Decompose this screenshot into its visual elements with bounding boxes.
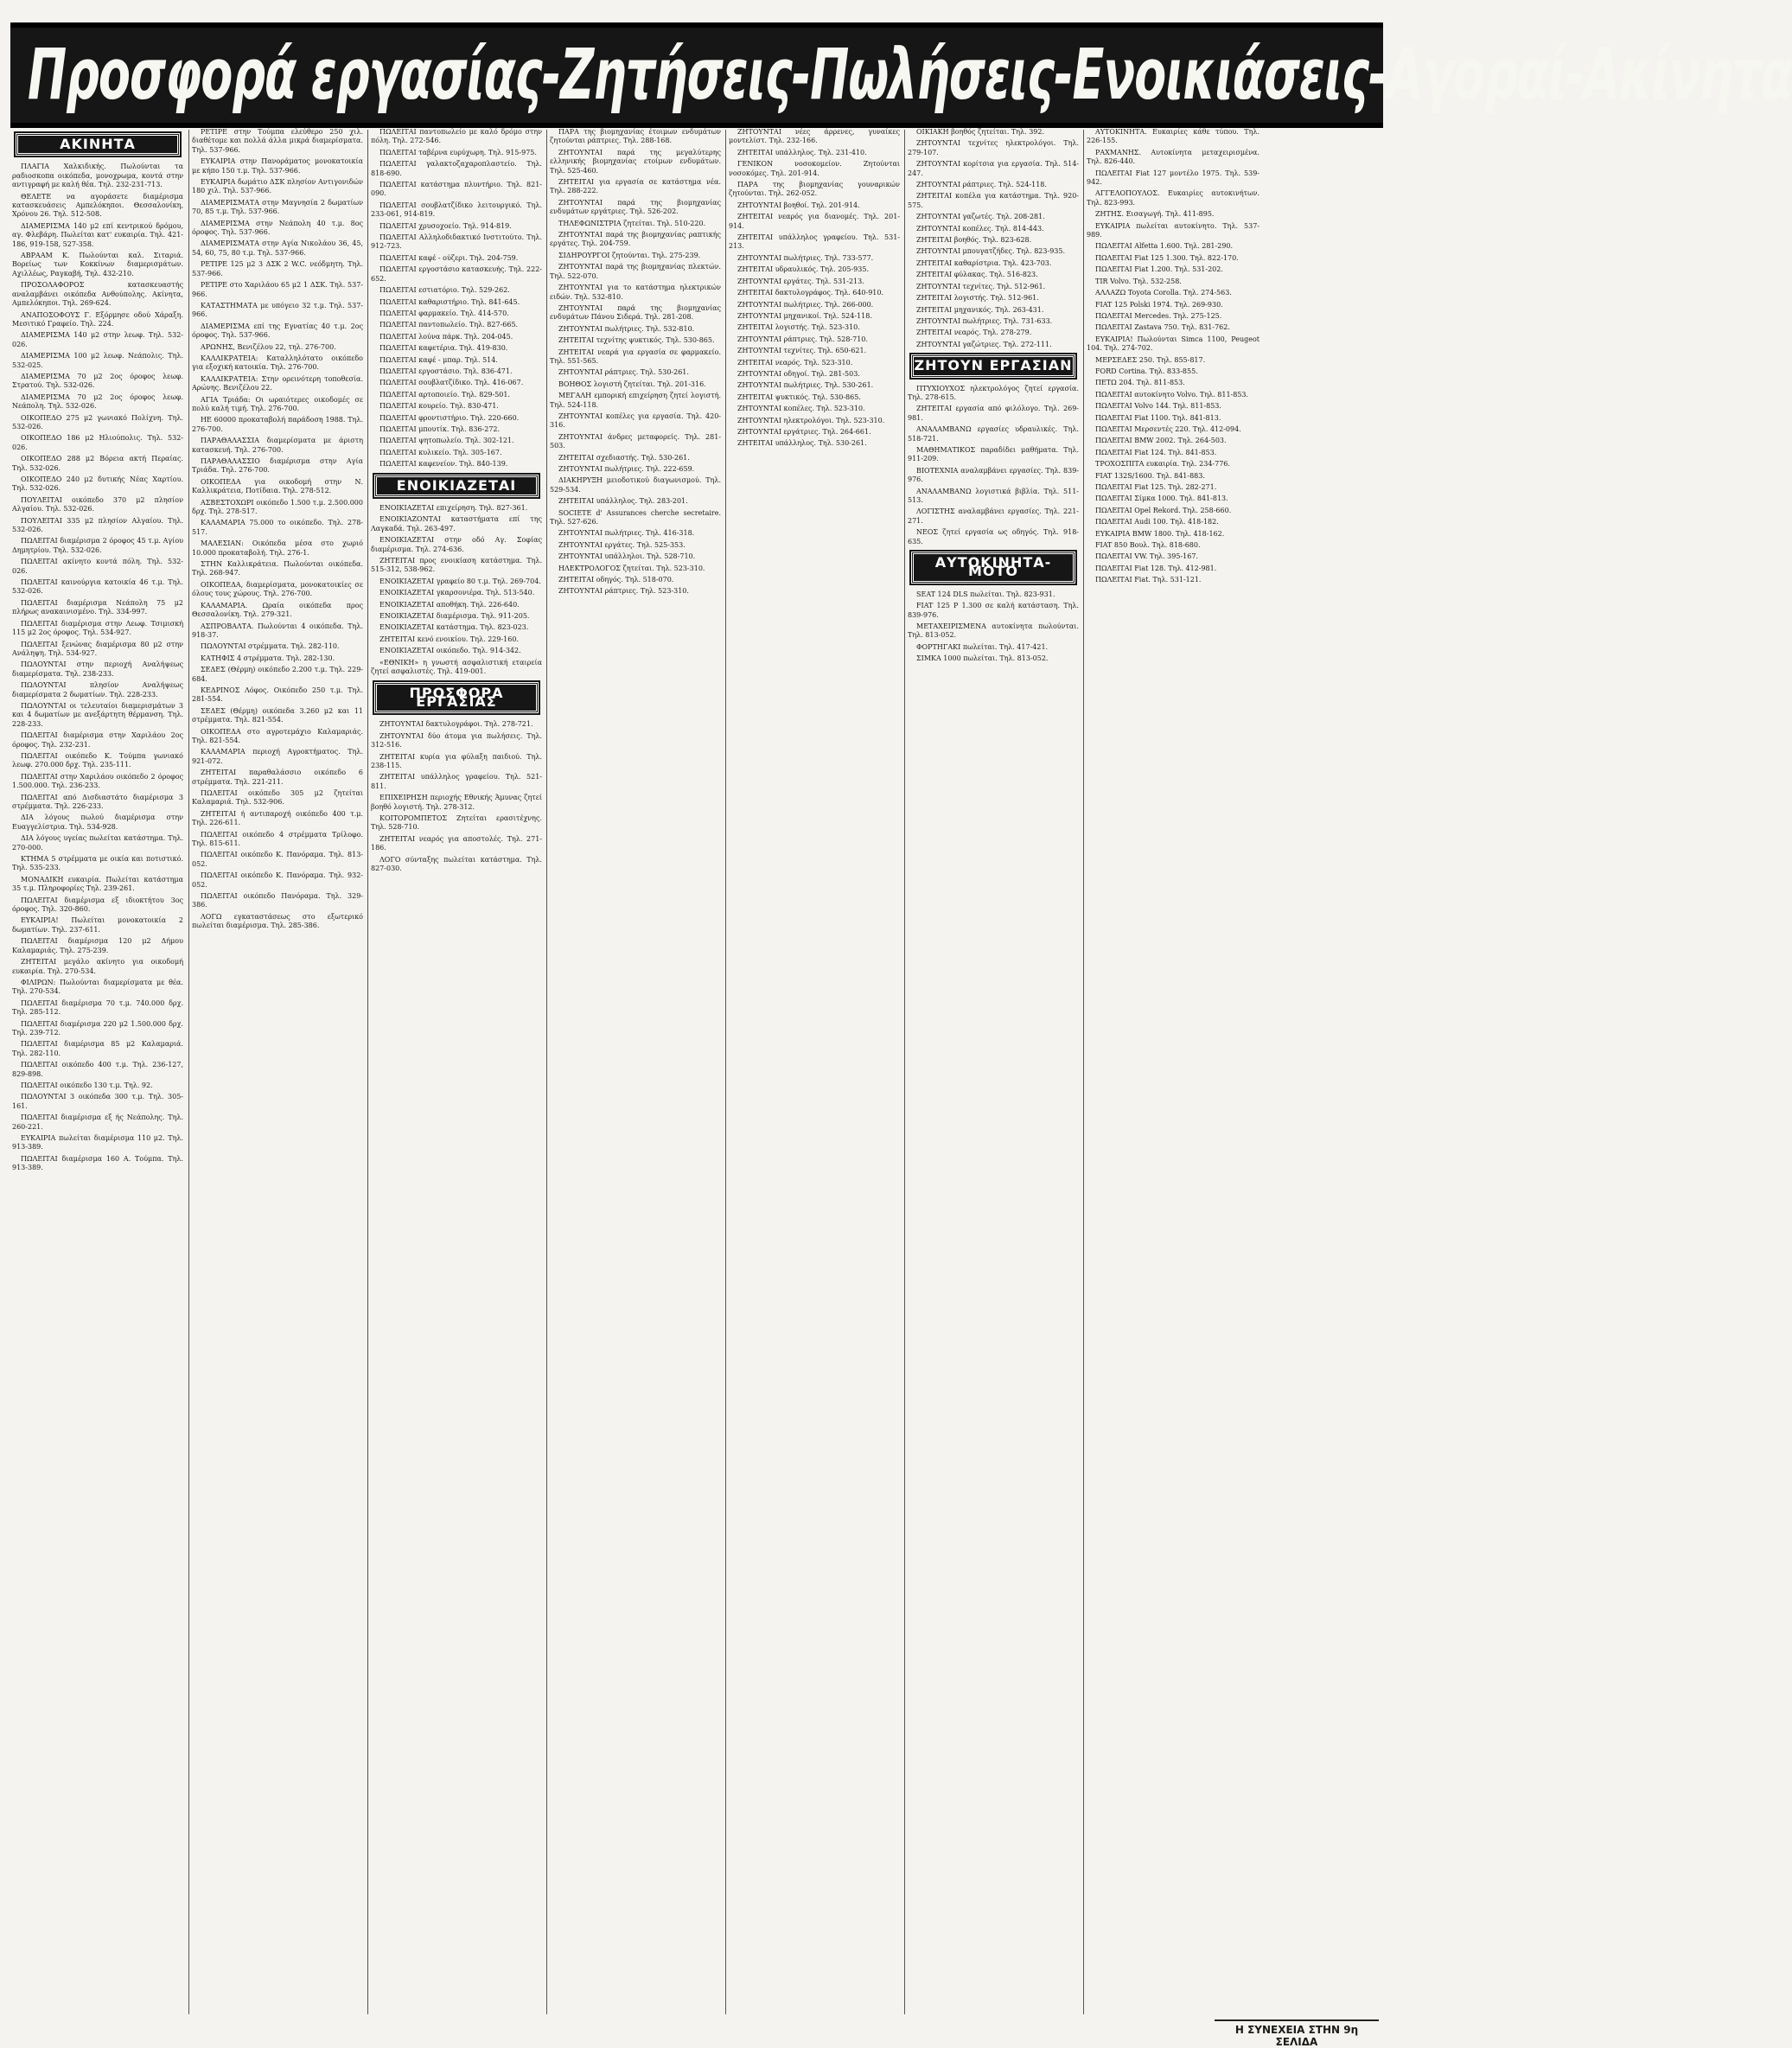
classified-ad: ΕΥΚΑΙΡΙΑ στην Πανοράματος μονοκατοικία με κήπο 150 τ.μ. Τηλ. 537-966. bbox=[192, 157, 363, 175]
classified-ad: ΜΕΓΑΛΗ εμπορική επιχείρηση ζητεί λογιστή. Τηλ. 524-118. bbox=[550, 392, 721, 409]
classified-ad: ΖΗΤΟΥΝΤΑΙ κοπέλες. Τηλ. 523-310. bbox=[737, 405, 865, 413]
classified-ad: ΕΝΟΙΚΙΑΖΕΤΑΙ κατάστημα. Τηλ. 823-023. bbox=[379, 623, 529, 632]
classified-ad: ΟΙΚΟΠΕΔΑ, διαμερίσματα, μονοκατοικίες σε όλους τους χώρους. Τηλ. 276-700. bbox=[192, 580, 363, 598]
classified-ad: ΠΑΡΑΘΑΛΑΣΣΙΟ διαμέρισμα στην Αγία Τριάδα. Τηλ. 276-700. bbox=[192, 457, 363, 475]
classified-ad: ΠΕΤΩ 204. Τηλ. 811-853. bbox=[1095, 379, 1185, 387]
ad-list bbox=[192, 128, 363, 931]
classified-ad: ΡΕΤΙΡΕ στην Τούμπα ελεύθερο 250 χιλ. διαθέτομε και πολλά άλλα μικρά διαμερίσματα. Τηλ. 537-966. bbox=[192, 128, 363, 154]
classified-ad: ΠΩΛΕΙΤΑΙ διαμέρισμα 2 όροφος 45 τ.μ. Αγίου Δημητρίου. Τηλ. 532-026. bbox=[12, 537, 183, 554]
classified-ad: ΑΡΩΝΗΣ, Βενιζέλου 22, τηλ. 276-700. bbox=[201, 342, 336, 351]
classified-ad: ΕΥΚΑΙΡΙΑ! Πωλούνται Simca 1100, Peugeot 104. Τηλ. 274-702. bbox=[1087, 335, 1260, 353]
ad-list bbox=[371, 504, 542, 677]
classified-ad: ΦΟΡΤΗΓΑΚΙ πωλείται. Τηλ. 417-421. bbox=[916, 642, 1049, 651]
column-6 bbox=[908, 128, 1079, 2030]
section-header-autokinita: ΑΥΤΟΚΙΝΗΤΑ-ΜΟΤΟ bbox=[911, 552, 1075, 584]
classified-ad: ΠΩΛΕΙΤΑΙ διαμέρισμα 160 Α. Τούμπα. Τηλ. 913-389. bbox=[12, 1154, 183, 1172]
classified-ad: ΛΟΓΟ σύνταξης πωλείται κατάστημα. Τηλ. 827-030. bbox=[371, 855, 542, 872]
classified-ad: ΠΩΛΕΙΤΑΙ σουβλατζίδικο. Τηλ. 416-067. bbox=[379, 379, 524, 387]
classified-ad: ΠΩΛΕΙΤΑΙ φροντιστήριο. Τηλ. 220-660. bbox=[379, 413, 520, 422]
classified-ad: ΡΕΤΙΡΕ 125 μ2 3 ΔΣΚ 2 W.C. νεόδμητη. Τηλ. 537-966. bbox=[192, 260, 363, 278]
classified-ad: ΠΩΛΕΙΤΑΙ οικόπεδο Κ. Πανόραμα. Τηλ. 932-052. bbox=[192, 871, 363, 889]
section-header-prosfora: ΠΡΟΣΦΟΡΑ ΕΡΓΑΣΙΑΣ bbox=[374, 682, 539, 714]
classified-ad: ΑΒΡΑΑΜ Κ. Πωλούνται καλ. Σιταριά. Βορείως των Κοκκίνων διαμερισμάτων. Αχιλλέως, Ραγκαβή, Τηλ. 432-210. bbox=[12, 252, 183, 278]
classified-ad: ΜΕΡΣΕΔΕΣ 250. Τηλ. 855-817. bbox=[1095, 355, 1206, 364]
classified-ad: ΚΑΛΑΜΑΡΙΑ περιοχή Αγροκτήματος. Τηλ. 921-072. bbox=[192, 748, 363, 765]
classified-ad: ΚΑΛΑΜΑΡΙΑ. Ωραία οικόπεδα προς Θεσσαλονίκη. Τηλ. 279-321. bbox=[192, 601, 363, 619]
ad-list bbox=[550, 128, 721, 597]
classified-ad: ΛΟΓΙΣΤΗΣ αναλαμβάνει εργασίες. Τηλ. 221-271. bbox=[908, 507, 1079, 525]
classified-ad: ΠΩΛΕΙΤΑΙ ξενώνας διαμέρισμα 80 μ2 στην Ανάληψη. Τηλ. 534-927. bbox=[12, 640, 183, 657]
classified-ad: ΠΩΛΟΥΝΤΑΙ 3 οικόπεδα 300 τ.μ. Τηλ. 305-161. bbox=[12, 1093, 183, 1110]
classified-ad: ΑΝΑΛΑΜΒΑΝΩ εργασίες υδραυλικές. Τηλ. 518-721. bbox=[908, 425, 1079, 443]
ad-list bbox=[371, 128, 542, 469]
classified-ad: ΖΗΤΕΙΤΑΙ για εργασία σε κατάστημα νέα. Τηλ. 288-222. bbox=[550, 178, 721, 195]
classified-ad: ΕΝΟΙΚΙΑΖΕΤΑΙ γραφείο 80 τ.μ. Τηλ. 269-704. bbox=[379, 577, 541, 585]
column-rule bbox=[1083, 130, 1084, 2014]
classified-ad: ΠΩΛΕΙΤΑΙ οικόπεδο Κ. Τούμπα γωνιακό λεωφ. 270.000 δρχ. Τηλ. 235-111. bbox=[12, 751, 183, 769]
classified-ad: ΖΗΤΟΥΝΤΑΙ πωλήτριες. Τηλ. 731-633. bbox=[916, 316, 1053, 325]
classified-ad: ΠΟΥΛΕΙΤΑΙ οικόπεδο 370 μ2 πλησίον Αλγαίου. Τηλ. 532-026. bbox=[12, 495, 183, 514]
ad-list bbox=[908, 128, 1079, 349]
classified-ad: ΒΟΗΘΟΣ λογιστή ζητείται. Τηλ. 201-316. bbox=[558, 380, 706, 388]
classified-ad: ΠΩΛΕΙΤΑΙ διαμέρισμα 85 μ2 Καλαμαριά. Τηλ. 282-110. bbox=[12, 1040, 183, 1057]
classified-ad: ΖΗΤΟΥΝΤΑΙ ράπτριες. Τηλ. 530-261. bbox=[558, 368, 689, 377]
classified-ad: ΖΗΤΕΙΤΑΙ κενό ενοικίου. Τηλ. 229-160. bbox=[379, 635, 519, 643]
classified-ad: ΕΝΟΙΚΙΑΖΕΤΑΙ οικόπεδο. Τηλ. 914-342. bbox=[379, 647, 521, 655]
classified-ad: ΠΩΛΕΙΤΑΙ ψητοπωλείο. Τηλ. 302-121. bbox=[379, 437, 514, 445]
classified-ad: FIAT 132S/1600. Τηλ. 841-883. bbox=[1095, 471, 1205, 480]
classified-ad: ΖΗΤΕΙΤΑΙ νεαρός. Τηλ. 278-279. bbox=[916, 329, 1032, 337]
column-5 bbox=[729, 128, 900, 2030]
classified-ad: ΖΗΤΟΥΝΤΑΙ παρά της μεγαλύτερης ελληνικής βιομηχανίας ετοίμων ενδυμάτων. Τηλ. 525-460. bbox=[550, 148, 721, 175]
classified-ad: ΠΩΛΕΙΤΑΙ διαμέρισμα εξ ής Νεάπολης. Τηλ. 260-221. bbox=[12, 1113, 183, 1131]
ad-list bbox=[371, 720, 542, 873]
classified-ad: ΖΗΤΕΙΤΑΙ υπάλληλος. Τηλ. 530-261. bbox=[737, 439, 867, 448]
classified-ad: ΖΗΤΟΥΝΤΑΙ ράπτριες. Τηλ. 524-118. bbox=[916, 181, 1047, 189]
classified-ad: ΚΑΛΛΙΚΡΑΤΕΙΑ: Καταλληλότατο οικόπεδο για εξοχική κατοικία. Τηλ. 276-700. bbox=[192, 354, 363, 372]
section-header-akinita: ΑΚΙΝΗΤΑ bbox=[16, 133, 180, 156]
column-rule bbox=[725, 130, 726, 2014]
classified-ad: ΖΗΤΟΥΝΤΑΙ τεχνίτες ηλεκτρολόγοι. Τηλ. 279-107. bbox=[908, 139, 1079, 156]
classified-ad: ΚΟΙΤΟΡΟΜΠΕΤΟΣ Ζητείται ερασιτέχνης. Τηλ. 528-710. bbox=[371, 813, 542, 832]
classified-ad: ΜΕΤΑΧΕΙΡΙΣΜΕΝΑ αυτοκίνητα πωλούνται. Τηλ. 813-052. bbox=[908, 622, 1079, 640]
classified-ad: ΖΗΤΟΥΝΤΑΙ ηλεκτρολόγοι. Τηλ. 523-310. bbox=[737, 416, 885, 424]
classified-ad: ΠΩΛΕΙΤΑΙ καφενείον. Τηλ. 840-139. bbox=[379, 460, 508, 469]
classified-ad: ΕΥΚΑΙΡΙΑ BMW 1800. Τηλ. 418-162. bbox=[1095, 529, 1225, 538]
classified-ad: ΦΙΛΙΡΩΝ: Πωλούνται διαμερίσματα με θέα. Τηλ. 270-534. bbox=[12, 978, 183, 996]
classified-ad: ΔΙΑΜΕΡΙΣΜΑΤΑ στην Μαγνησία 2 δωματίων 70, 85 τ.μ. Τηλ. 537-966. bbox=[192, 198, 363, 216]
classified-ad: ΖΗΤΕΙΤΑΙ ψυκτικός. Τηλ. 530-865. bbox=[737, 392, 861, 401]
classified-ad: ΕΝΟΙΚΙΑΖΕΤΑΙ διαμέρισμα. Τηλ. 911-205. bbox=[379, 612, 530, 621]
classified-ad: ΠΩΛΕΙΤΑΙ Fiat 124. Τηλ. 841-853. bbox=[1095, 448, 1217, 456]
classified-ad: ΖΗΤΕΙΤΑΙ υπάλληλος γραφείου. Τηλ. 531-213. bbox=[729, 233, 900, 251]
classified-ad: ΖΗΤΕΙΤΑΙ κοπέλα για κατάστημα. Τηλ. 920-575. bbox=[908, 192, 1079, 209]
column-rule bbox=[904, 130, 905, 2014]
classified-ad: ΟΙΚΟΠΕΔΑ στο αγροτεμάχιο Καλαμαριάς. Τηλ. 821-554. bbox=[192, 727, 363, 744]
classified-ad: ΑΝΑΛΑΜΒΑΝΩ λογιστικά βιβλία. Τηλ. 511-513. bbox=[908, 487, 1079, 504]
classified-ad: ΠΩΛΕΙΤΑΙ διαμέρισμα στην Χαριλάου 2ος όροφος. Τηλ. 232-231. bbox=[12, 731, 183, 749]
classified-ad: ΠΩΛΕΙΤΑΙ ταβέρνα ευρύχωρη. Τηλ. 915-975. bbox=[379, 148, 537, 156]
classified-ad: ΒΙΟΤΕΧΝΙΑ αναλαμβάνει εργασίες. Τηλ. 839-976. bbox=[908, 466, 1079, 484]
classified-ad: ΣΕΔΕΣ (Θέρμη) οικόπεδο 2.200 τ.μ. Τηλ. 229-684. bbox=[192, 666, 363, 683]
classified-ad: TIR Volvo. Τηλ. 532-258. bbox=[1095, 277, 1182, 285]
classified-ad: ΖΗΤΕΙΤΑΙ υδραυλικός. Τηλ. 205-935. bbox=[737, 265, 869, 274]
classified-ad: ΤΗΛΕΦΩΝΙΣΤΡΙΑ ζητείται. Τηλ. 510-220. bbox=[558, 219, 706, 227]
classified-ad: ΔΙΑ λόγους πωλού διαμέρισμα στην Ευαγγελίστρια. Τηλ. 534-928. bbox=[12, 813, 183, 831]
classified-ad: ΖΗΤΟΥΝΤΑΙ παρά της βιομηχανίας ενδυμάτων Πάνου Σιδερά. Τηλ. 281-208. bbox=[550, 303, 721, 322]
ad-list bbox=[12, 163, 183, 1172]
classified-ad: ΖΗΤΗΣ. Εισαγωγή. Τηλ. 411-895. bbox=[1095, 210, 1215, 219]
classified-ad: ΠΩΛΕΙΤΑΙ Αλληλοδιδακτικό Ινστιτούτο. Τηλ. 912-723. bbox=[371, 233, 542, 251]
classified-ad: ΠΡΟΣΟΛΑΦΟΡΟΣ κατασκευαστής αναλαμβάνει οικόπεδα Ανθούπολης. Ακίνητα, Αμπελόκηποι. Τηλ. 269-624. bbox=[12, 281, 183, 308]
classified-ad: ΖΗΤΟΥΝΤΑΙ κοπέλες για εργασία. Τηλ. 420-316. bbox=[550, 412, 721, 430]
classified-ad: ΔΙΑΜΕΡΙΣΜΑ 140 μ2 στην λεωφ. Τηλ. 532-026. bbox=[12, 331, 183, 348]
classified-ad: ΖΗΤΕΙΤΑΙ ή αντιπαροχή οικόπεδο 400 τ.μ. Τηλ. 226-611. bbox=[192, 809, 363, 827]
classified-ad: ΑΣΠΡΟΒΑΛΤΑ. Πωλούνται 4 οικόπεδα. Τηλ. 918-37. bbox=[192, 622, 363, 639]
classified-ad: ΡΑΧΜΑΝΗΣ. Αυτοκίνητα μεταχειρισμένα. Τηλ. 826-440. bbox=[1087, 148, 1260, 166]
classified-ad: ΜΑΛΕΣΙΑΝ: Οικόπεδα μέσα στο χωριό 10.000 προκαταβολή. Τηλ. 276-1. bbox=[192, 539, 363, 557]
classified-ad: ΖΗΤΕΙΤΑΙ νεαρά για εργασία σε φαρμακείο. Τηλ. 551-565. bbox=[550, 348, 721, 365]
classified-ad: ΠΩΛΕΙΤΑΙ εργοστάσιο. Τηλ. 836-471. bbox=[379, 367, 513, 375]
classified-ad: ΖΗΤΟΥΝΤΑΙ παρά της βιομηχανίας πλεκτών. Τηλ. 522-070. bbox=[550, 263, 721, 280]
classified-ad: ΠΩΛΕΙΤΑΙ καινούργια κατοικία 46 τ.μ. Τηλ. 532-026. bbox=[12, 578, 183, 596]
classified-ad: ΠΟΥΛΕΙΤΑΙ 335 μ2 πλησίον Αλγαίου. Τηλ. 532-026. bbox=[12, 516, 183, 534]
classified-ad: ΝΕΟΣ ζητεί εργασία ως οδηγός. Τηλ. 918-635. bbox=[908, 528, 1079, 545]
classified-ad: ΖΗΤΕΙΤΑΙ λογιστής. Τηλ. 512-961. bbox=[916, 294, 1039, 303]
classified-ad: ΑΣΒΕΣΤΟΧΩΡΙ οικόπεδο 1.500 τ.μ. 2.500.000 δρχ. Τηλ. 278-517. bbox=[192, 498, 363, 516]
continued-note: Η ΣΥΝΕΧΕΙΑ ΣΤΗΝ 9η ΣΕΛΙΔΑ bbox=[1215, 2019, 1379, 2048]
classified-ad: ΖΗΤΟΥΝΤΑΙ παρά της βιομηχανίας ενδυμάτων εργάτριες. Τηλ. 526-202. bbox=[550, 198, 721, 216]
classifieds-banner bbox=[10, 22, 1792, 128]
classified-ad: ΖΗΤΟΥΝΤΑΙ υπάλληλοι. Τηλ. 528-710. bbox=[558, 552, 696, 561]
classified-ad: ΔΙΑΜΕΡΙΣΜΑΤΑ στην Αγία Νικολάου 36, 45, 54, 60, 75, 80 τ.μ. Τηλ. 537-966. bbox=[192, 239, 363, 257]
classified-ad: FIAT 125 Polski 1974. Τηλ. 269-930. bbox=[1095, 300, 1223, 309]
classified-ad: ΖΗΤΟΥΝΤΑΙ ράπτριες. Τηλ. 528-710. bbox=[737, 335, 868, 343]
classified-ad: ΕΥΚΑΙΡΙΑ δωμάτιο ΔΣΚ πλησίον Αντιγονιδών 180 χιλ. Τηλ. 537-966. bbox=[192, 178, 363, 195]
ad-list bbox=[908, 590, 1079, 664]
classified-ad: ΔΙΑΜΕΡΙΣΜΑ στην Νεάπολη 40 τ.μ. 8ος όροφος. Τηλ. 537-966. bbox=[192, 219, 363, 237]
classified-ad: ΠΩΛΕΙΤΑΙ γαλακτοζαχαροπλαστείο. Τηλ. 818-690. bbox=[371, 160, 542, 177]
classified-ad: ΤΡΟΧΟΣΠΙΤΑ ευκαιρία. Τηλ. 234-776. bbox=[1095, 460, 1230, 469]
classified-ad: ΠΩΛΕΙΤΑΙ εργοστάσιο κατασκευής. Τηλ. 222-652. bbox=[371, 265, 542, 283]
classified-ad: ΠΩΛΕΙΤΑΙ VW. Τηλ. 395-167. bbox=[1095, 552, 1198, 561]
classified-ad: ΠΤΥΧΙΟΥΧΟΣ ηλεκτρολόγος ζητεί εργασία. Τηλ. 278-615. bbox=[908, 384, 1079, 401]
classified-ad: ΠΩΛΟΥΝΤΑΙ στην περιοχή Αναλήψεως διαμερίσματα. Τηλ. 238-233. bbox=[12, 660, 183, 678]
classified-ad: ΠΩΛΕΙΤΑΙ Alfetta 1.600. Τηλ. 281-290. bbox=[1095, 242, 1234, 251]
classified-ad: ΚΕΔΡΙΝΟΣ Λόφος. Οικόπεδο 250 τ.μ. Τηλ. 281-554. bbox=[192, 686, 363, 704]
classified-ad: ΟΙΚΟΠΕΔΟ 288 μ2 Βόρεια ακτή Περαίας. Τηλ. 532-026. bbox=[12, 455, 183, 472]
classified-ad: ΠΑΡΑ της βιομηχανίας γουναρικών ζητούνται. Τηλ. 262-052. bbox=[729, 181, 900, 198]
classified-ad: ΑΝΑΠΟΣΟΦΟΥΣ Γ. Εξόρμησε οδού Χάραξη. Μεσιτικό Γραφείο. Τηλ. 224. bbox=[12, 310, 183, 328]
classified-ad: ΖΗΤΕΙΤΑΙ νεαρός για διανομές. Τηλ. 201-914. bbox=[729, 213, 900, 230]
classified-ad: ΖΗΤΟΥΝΤΑΙ παρά της βιομηχανίας ραπτικής εργάτες. Τηλ. 204-759. bbox=[550, 231, 721, 248]
classified-ad: ΖΗΤΕΙΤΑΙ καθαρίστρια. Τηλ. 423-703. bbox=[916, 258, 1052, 267]
classified-ad: ΕΥΚΑΙΡΙΑ πωλείται διαμέρισμα 110 μ2. Τηλ. 913-389. bbox=[12, 1134, 183, 1152]
classified-ad: ΚΑΛΑΜΑΡΙΑ 75.000 το οικόπεδο. Τηλ. 278-517. bbox=[192, 519, 363, 536]
classified-ad: ΠΩΛΕΙΤΑΙ Σίμκα 1000. Τηλ. 841-813. bbox=[1095, 494, 1228, 503]
classified-ad: ΕΝΟΙΚΙΑΖΟΝΤΑΙ καταστήματα επί της Λαγκαδά. Τηλ. 263-497. bbox=[371, 515, 542, 533]
classified-ad: ΠΩΛΕΙΤΑΙ παντοπωλείο. Τηλ. 827-665. bbox=[379, 321, 519, 329]
classified-ad: ΔΙΑΜΕΡΙΣΜΑ 70 μ2 2ος όροφος λεωφ. Στρατού. Τηλ. 532-026. bbox=[12, 372, 183, 390]
column-4 bbox=[550, 128, 721, 2030]
classified-ad: ΖΗΤΟΥΝΤΑΙ κορίτσια για εργασία. Τηλ. 514-247. bbox=[908, 160, 1079, 177]
classified-ad: ΠΩΛΕΙΤΑΙ κατάστημα πλυντήριο. Τηλ. 821-090. bbox=[371, 181, 542, 198]
column-7 bbox=[1087, 128, 1260, 2030]
classified-ad: ΠΩΛΕΙΤΑΙ Μερσεντές 220. Τηλ. 412-094. bbox=[1095, 424, 1241, 433]
classified-ad: ΕΥΚΑΙΡΙΑ! Πωλείται μονοκατοικία 2 δωματίων. Τηλ. 237-611. bbox=[12, 916, 183, 934]
classified-ad: ΕΝΟΙΚΙΑΖΕΤΑΙ γκαρσονιέρα. Τηλ. 513-540. bbox=[379, 589, 535, 597]
classified-ad: ΠΩΛΕΙΤΑΙ Zastava 750. Τηλ. 831-762. bbox=[1095, 323, 1230, 332]
classified-ad: ΠΩΛΕΙΤΑΙ Fiat 125. Τηλ. 282-271. bbox=[1095, 483, 1217, 491]
classified-ad: ΖΗΤΕΙΤΑΙ μηχανικός. Τηλ. 263-431. bbox=[916, 305, 1044, 314]
classified-ad: FORD Cortina. Τηλ. 833-855. bbox=[1095, 367, 1198, 375]
classified-ad: ΣΙΜΚΑ 1000 πωλείται. Τηλ. 813-052. bbox=[916, 654, 1049, 663]
classified-ad: ΠΩΛΕΙΤΑΙ Mercedes. Τηλ. 275-125. bbox=[1095, 311, 1222, 320]
classified-ad: ΠΑΡΑΘΑΛΑΣΣΙΑ διαμερίσματα με άριστη κατασκευή. Τηλ. 276-700. bbox=[192, 437, 363, 454]
classified-ad: ΖΗΤΕΙΤΑΙ λογιστής. Τηλ. 523-310. bbox=[737, 323, 860, 332]
classified-ad: ΣΙΔΗΡΟΥΡΓΟΙ ζητούνται. Τηλ. 275-239. bbox=[558, 251, 701, 259]
classified-ad: ΖΗΤΟΥΝΤΑΙ πωλήτριες. Τηλ. 532-810. bbox=[558, 324, 695, 333]
classified-ad: ΕΠΙΧΕΙΡΗΣΗ περιοχής Εθνικής Άμυνας ζητεί βοηθό λογιστή. Τηλ. 278-312. bbox=[371, 794, 542, 811]
classified-ad: ΠΩΛΕΙΤΑΙ διαμέρισμα στην Λεωφ. Τσιμισκή 115 μ2 2ος όροφος. Τηλ. 534-927. bbox=[12, 619, 183, 637]
classified-ad: ΓΕΝΙΚΟΝ νοσοκομείον. Ζητούνται νοσοκόμες. Τηλ. 201-914. bbox=[729, 160, 900, 177]
classified-ad: ΖΗΤΕΙΤΑΙ προς ενοικίαση κατάστημα. Τηλ. 515-312, 538-962. bbox=[371, 557, 542, 574]
classified-ad: ΚΑΤΗΦΙΣ 4 στρέμματα. Τηλ. 282-130. bbox=[201, 654, 335, 662]
classified-ad: ΖΗΤΟΥΝΤΑΙ πωλήτριες. Τηλ. 416-318. bbox=[558, 529, 695, 538]
classified-ad: ΑΥΤΟΚΙΝΗΤΑ. Ευκαιρίες κάθε τύπου. Τηλ. 226-155. bbox=[1087, 128, 1260, 145]
classified-ad: ΖΗΤΕΙΤΑΙ δακτυλογράφος. Τηλ. 640-910. bbox=[737, 289, 884, 297]
classified-ad: ΠΩΛΕΙΤΑΙ Fiat 125 1.300. Τηλ. 822-170. bbox=[1095, 253, 1239, 262]
classified-ad: ΔΙΑΜΕΡΙΣΜΑ 100 μ2 λεωφ. Νεάπολις. Τηλ. 532-025. bbox=[12, 352, 183, 369]
section-header-zitoun: ΖΗΤΟΥΝ ΕΡΓΑΣΙΑΝ bbox=[911, 354, 1075, 377]
classified-ad: ΜΟΝΑΔΙΚΗ ευκαιρία. Πωλείται κατάστημα 35 τ.μ. Πληροφορίες Τηλ. 239-261. bbox=[12, 875, 183, 893]
ad-list bbox=[729, 128, 900, 449]
classified-ad: ΖΗΤΟΥΝΤΑΙ γαζωτές. Τηλ. 208-281. bbox=[916, 213, 1045, 221]
classified-ad: ΖΗΤΟΥΝΤΑΙ εργάτριες. Τηλ. 264-661. bbox=[737, 427, 871, 436]
classified-ad: ΖΗΤΕΙΤΑΙ κυρία για φύλαξη παιδιού. Τηλ. 238-115. bbox=[371, 752, 542, 769]
classified-ad: ΠΩΛΕΙΤΑΙ από Δισδιαστάτο διαμέρισμα 3 στρέμματα. Τηλ. 226-233. bbox=[12, 793, 183, 810]
classified-ad: ΟΙΚΟΠΕΔΟ 186 μ2 Ηλιούπολις. Τηλ. 532-026. bbox=[12, 434, 183, 451]
classified-ad: ΟΙΚΟΠΕΔΑ για οικοδομή στην Ν. Καλλικράτεια, Ποτίδαια. Τηλ. 278-512. bbox=[192, 477, 363, 495]
classified-ad: ΠΩΛΕΙΤΑΙ παντοπωλείο με καλό δρόμο στην πόλη. Τηλ. 272-546. bbox=[371, 128, 542, 145]
classified-ad: ΖΗΤΟΥΝΤΑΙ για το κατάστημα ηλεκτρικών ειδών. Τηλ. 532-810. bbox=[550, 284, 721, 301]
banner-title: Προσφορά εργασίας-Ζητήσεις-Πωλήσεις-Ενοικιάσεις-Αγοραί-Ακίνητα bbox=[28, 34, 1792, 116]
classified-ad: ΠΩΛΕΙΤΑΙ φαρμακείο. Τηλ. 414-570. bbox=[379, 309, 509, 317]
classified-ad: ΠΩΛΕΙΤΑΙ οικόπεδο Πανόραμα. Τηλ. 329-386. bbox=[192, 892, 363, 909]
classified-ad: ΠΩΛΕΙΤΑΙ στην Χαριλάου οικόπεδο 2 όροφος 1.500.000. Τηλ. 236-233. bbox=[12, 772, 183, 790]
classified-ad: ΖΗΤΟΥΝΤΑΙ εργάτες. Τηλ. 531-213. bbox=[737, 277, 864, 285]
classified-ad: ΠΩΛΕΙΤΑΙ Fiat 1100. Τηλ. 841-813. bbox=[1095, 413, 1221, 422]
classified-ad: ΜΑΘΗΜΑΤΙΚΟΣ παραδίδει μαθήματα. Τηλ. 911-209. bbox=[908, 445, 1079, 463]
classified-ad: ΖΗΤΕΙΤΑΙ νεαρός για αποστολές. Τηλ. 271-186. bbox=[371, 834, 542, 852]
classified-ad: ΔΙΑΜΕΡΙΣΜΑ 70 μ2 2ος όροφος λεωφ. Νεάπολη. Τηλ. 532-026. bbox=[12, 392, 183, 411]
classified-ad: ΡΕΤΙΡΕ στο Χαριλάου 65 μ2 1 ΔΣΚ. Τηλ. 537-966. bbox=[192, 281, 363, 298]
classified-ad: ΠΩΛΕΙΤΑΙ ακίνητο κοντά πόλη. Τηλ. 532-026. bbox=[12, 558, 183, 575]
column-3 bbox=[371, 128, 542, 2030]
classified-ad: ΕΥΚΑΙΡΙΑ πωλείται αυτοκίνητο. Τηλ. 537-989. bbox=[1087, 221, 1260, 239]
classified-ad: ΖΗΤΕΙΤΑΙ εργασία από φιλόλογο. Τηλ. 269-981. bbox=[908, 405, 1079, 422]
classified-ad: ΑΓΓΕΛΟΠΟΥΛΟΣ. Ευκαιρίες αυτοκινήτων. Τηλ. 823-993. bbox=[1087, 189, 1260, 207]
classified-ad: ΖΗΤΟΥΝΤΑΙ πωλήτριες. Τηλ. 222-659. bbox=[558, 465, 695, 473]
classified-ad: ΚΑΤΑΣΤΗΜΑΤΑ με υπόγειο 32 τ.μ. Τηλ. 537-966. bbox=[192, 301, 363, 319]
section-header-enoikiazetai: ΕΝΟΙΚΙΑΖΕΤΑΙ bbox=[374, 475, 539, 497]
classified-ad: ΠΩΛΟΥΝΤΑΙ οι τελευταίοι διαμερισμάτων 3 και 4 δωματίων με ανεξάρτητη θέρμανση. Τηλ. 228-233. bbox=[12, 701, 183, 728]
classified-ad: ΣΕΔΕΣ (Θέρμη) οικόπεδα 3.260 μ2 και 11 στρέμματα. Τηλ. 821-554. bbox=[192, 706, 363, 724]
classified-ad: ΖΗΤΟΥΝΤΑΙ πωλήτριες. Τηλ. 530-261. bbox=[737, 381, 874, 390]
column-rule bbox=[367, 130, 368, 2014]
classified-ad: ΠΩΛΕΙΤΑΙ οικόπεδο 305 μ2 ζητείται Καλαμαριά. Τηλ. 532-906. bbox=[192, 789, 363, 807]
classified-ad: ΠΩΛΕΙΤΑΙ Fiat 128. Τηλ. 412-981. bbox=[1095, 564, 1217, 572]
classified-ad: ΖΗΤΟΥΝΤΑΙ βοηθοί. Τηλ. 201-914. bbox=[737, 201, 860, 209]
classified-ad: ΖΗΤΟΥΝΤΑΙ τεχνίτες. Τηλ. 512-961. bbox=[916, 282, 1046, 290]
classified-ad: ΠΩΛΕΙΤΑΙ Opel Rekord. Τηλ. 258-660. bbox=[1095, 506, 1232, 514]
classified-ad: ΠΩΛΕΙΤΑΙ κυλικείο. Τηλ. 305-167. bbox=[379, 448, 502, 456]
ad-list bbox=[908, 385, 1079, 547]
classified-ad: ΠΩΛΕΙΤΑΙ καφέ - ούζερι. Τηλ. 204-759. bbox=[379, 253, 519, 262]
classified-ad: SOCIETE d' Assurances cherche secretaire. Τηλ. 527-626. bbox=[550, 508, 721, 526]
classified-ad: ΠΩΛΕΙΤΑΙ μπουτίκ. Τηλ. 836-272. bbox=[379, 424, 501, 433]
classified-ad: ΠΩΛΕΙΤΑΙ κουρείο. Τηλ. 830-471. bbox=[379, 402, 499, 411]
classified-ad: ΖΗΤΟΥΝΤΑΙ ράπτριες. Τηλ. 523-310. bbox=[558, 587, 689, 596]
column-rule bbox=[546, 130, 547, 2014]
classified-ad: ΖΗΤΟΥΝΤΑΙ γαζώτριες. Τηλ. 272-111. bbox=[916, 340, 1052, 348]
classified-ad: ΠΩΛΕΙΤΑΙ αυτοκίνητο Volvo. Τηλ. 811-853. bbox=[1095, 390, 1249, 399]
classified-ad: ΖΗΤΕΙΤΑΙ βοηθός. Τηλ. 823-628. bbox=[916, 236, 1032, 245]
classified-ad: ΠΩΛΕΙΤΑΙ καφέ - μπαρ. Τηλ. 514. bbox=[379, 355, 498, 364]
classified-ad: ΟΙΚΟΠΕΔΟ 275 μ2 γωνιακό Πολίχνη. Τηλ. 532-026. bbox=[12, 413, 183, 431]
classified-ad: ΠΩΛΕΙΤΑΙ διαμέρισμα Νεάπολη 75 μ2 πλήρως ανακαινισμένο. Τηλ. 334-997. bbox=[12, 598, 183, 616]
classified-ad: ΠΑΡΑ της βιομηχανίας έτοιμων ενδυμάτων ζητούνται ράπτριες. Τηλ. 288-168. bbox=[550, 128, 721, 145]
classified-ad: ΠΩΛΕΙΤΑΙ διαμέρισμα 70 τ.μ. 740.000 δρχ. Τηλ. 285-112. bbox=[12, 998, 183, 1017]
classified-ad: ΠΩΛΕΙΤΑΙ καθαριστήριο. Τηλ. 841-645. bbox=[379, 297, 520, 306]
classified-ad: ΖΗΤΕΙΤΑΙ σχεδιαστής. Τηλ. 530-261. bbox=[558, 453, 690, 462]
column-2 bbox=[192, 128, 363, 2030]
classified-ad: ΖΗΤΕΙΤΑΙ οδηγός. Τηλ. 518-070. bbox=[558, 576, 674, 584]
classified-ad: ΖΗΤΟΥΝΤΑΙ δακτυλογράφοι. Τηλ. 278-721. bbox=[379, 720, 533, 729]
ad-list bbox=[1087, 128, 1260, 585]
classified-ad: FIAT 850 Βουλ. Τηλ. 818-680. bbox=[1095, 541, 1201, 550]
classified-ad: ΗΕ 60000 προκαταβολή παράδοση 1988. Τηλ. 276-700. bbox=[192, 416, 363, 433]
classified-ad: ΠΩΛΕΙΤΑΙ διαμέρισμα εξ ιδιοκτήτου 3ος όροφος. Τηλ. 320-860. bbox=[12, 896, 183, 914]
classified-ad: ΠΩΛΕΙΤΑΙ εστιατόριο. Τηλ. 529-262. bbox=[379, 286, 510, 295]
classified-ad: ΠΩΛΕΙΤΑΙ Fiat. Τηλ. 531-121. bbox=[1095, 576, 1202, 584]
classified-ad: ΔΙΑ λόγους υγείας πωλείται κατάστημα. Τηλ. 270-000. bbox=[12, 834, 183, 852]
classified-ad: ΠΩΛΟΥΝΤΑΙ στρέμματα. Τηλ. 282-110. bbox=[201, 642, 340, 651]
classified-ad: ΖΗΤΕΙΤΑΙ υπάλληλος. Τηλ. 231-410. bbox=[737, 148, 867, 156]
classified-ad: ΖΗΤΕΙΤΑΙ νεαρός. Τηλ. 523-310. bbox=[737, 358, 853, 367]
classified-ad: ΖΗΤΟΥΝΤΑΙ κοπέλες. Τηλ. 814-443. bbox=[916, 224, 1044, 233]
classified-ad: ΠΩΛΕΙΤΑΙ καφετέρια. Τηλ. 419-830. bbox=[379, 344, 508, 353]
classified-ad: ΖΗΤΟΥΝΤΑΙ άνδρες μεταφορείς. Τηλ. 281-503. bbox=[550, 432, 721, 450]
classified-ad: ΠΩΛΕΙΤΑΙ οικόπεδο 130 τ.μ. Τηλ. 92. bbox=[21, 1081, 153, 1089]
classified-ad: ΖΗΤΕΙΤΑΙ φύλακας. Τηλ. 516-823. bbox=[916, 271, 1038, 279]
classified-ad: ΚΑΛΛΙΚΡΑΤΕΙΑ: Στην ορεινότερη τοποθεσία. Αρώνης. Βενιζέλου 22. bbox=[192, 374, 363, 392]
classified-ad: ΑΓΙΑ Τριάδα: Οι ωραιότερες οικοδομές σε πολύ καλή τιμή. Τηλ. 276-700. bbox=[192, 395, 363, 412]
classified-ad: ΖΗΤΟΥΝΤΑΙ νέες άρρενες, γυναίκες μοντελίστ. Τηλ. 232-166. bbox=[729, 128, 900, 145]
classified-ad: ΖΗΤΟΥΝΤΑΙ εργάτες. Τηλ. 525-353. bbox=[558, 540, 686, 549]
classified-ad: ΠΩΛΕΙΤΑΙ διαμέρισμα 220 μ2 1.500.000 δρχ. Τηλ. 239-712. bbox=[12, 1019, 183, 1037]
classified-ad: ΠΩΛΕΙΤΑΙ BMW 2002. Τηλ. 264-503. bbox=[1095, 437, 1227, 445]
classified-ad: ΠΩΛΕΙΤΑΙ λούνα πάρκ. Τηλ. 204-045. bbox=[379, 332, 513, 341]
column-rule bbox=[188, 130, 189, 2014]
classified-ad: ΔΙΑΜΕΡΙΣΜΑ επί της Εγνατίας 40 τ.μ. 2ος όροφος. Τηλ. 537-966. bbox=[192, 322, 363, 340]
classified-ad: ΖΗΤΟΥΝΤΑΙ μπουγατζήδες. Τηλ. 823-935. bbox=[916, 247, 1065, 256]
classified-ad: ΖΗΤΟΥΝΤΑΙ οδηγοί. Τηλ. 281-503. bbox=[737, 369, 860, 378]
classified-ad: ΖΗΤΟΥΝΤΑΙ δύο άτομα για πωλήσεις. Τηλ. 312-516. bbox=[371, 731, 542, 750]
classified-ad: «ΕΘΝΙΚΗ» η γνωστή ασφαλιστική εταιρεία ζητεί ασφαλιστές. Τηλ. 419-001. bbox=[371, 658, 542, 676]
classified-ad: ΕΝΟΙΚΙΑΖΕΤΑΙ στην οδό Αγ. Σοφίας διαμέρισμα. Τηλ. 274-636. bbox=[371, 536, 542, 553]
classified-ad: ΠΩΛΕΙΤΑΙ οικόπεδο Κ. Πανόραμα. Τηλ. 813-052. bbox=[192, 851, 363, 868]
classified-ad: ΚΤΗΜΑ 5 στρέμματα με οικία και ποτιστικό. Τηλ. 535-233. bbox=[12, 855, 183, 872]
classified-ad: ΠΩΛΕΙΤΑΙ Fiat 1.200. Τηλ. 531-202. bbox=[1095, 265, 1223, 274]
classified-ad: ΛΟΓΩ εγκαταστάσεως στο εξωτερικό πωλείται διαμέρισμα. Τηλ. 285-386. bbox=[192, 912, 363, 930]
classified-ad: ΠΩΛΕΙΤΑΙ αρτοποιείο. Τηλ. 829-501. bbox=[379, 390, 511, 399]
classified-ad: SEAT 124 DLS πωλείται. Τηλ. 823-931. bbox=[916, 590, 1055, 598]
classified-ad: ΔΙΑΚΗΡΥΞΗ μειοδοτικού διαγωνισμού. Τηλ. 529-534. bbox=[550, 476, 721, 494]
classified-ad: ΕΝΟΙΚΙΑΖΕΤΑΙ αποθήκη. Τηλ. 226-640. bbox=[379, 600, 520, 609]
classified-ad: ΠΩΛΕΙΤΑΙ Volvo 144. Τηλ. 811-853. bbox=[1095, 402, 1221, 411]
column-1 bbox=[12, 128, 183, 2030]
classified-ad: ΘΕΛΕΤΕ να αγοράσετε διαμέρισμα κατασκευάσεις Αμπελόκηποι. Θεσσαλονίκη, Χρόνου 26. Τηλ. 512-508. bbox=[12, 192, 183, 219]
classified-ad: ΖΗΤΟΥΝΤΑΙ τεχνίτες. Τηλ. 650-621. bbox=[737, 347, 867, 355]
classified-ad: ΟΙΚΙΑΚΗ βοηθός ζητείται. Τηλ. 392. bbox=[916, 128, 1045, 136]
classified-ad: ΠΩΛΕΙΤΑΙ οικόπεδο 400 τ.μ. Τηλ. 236-127, 829-898. bbox=[12, 1061, 183, 1078]
classified-ad: ΖΗΤΟΥΝΤΑΙ πωλήτριες. Τηλ. 733-577. bbox=[737, 253, 874, 262]
classified-ad: FIAT 125 P 1.300 σε καλή κατάσταση. Τηλ. 839-976. bbox=[908, 602, 1079, 619]
classified-ad: ΖΗΤΕΙΤΑΙ παραθαλάσσιο οικόπεδο 6 στρέμματα. Τηλ. 221-211. bbox=[192, 769, 363, 786]
classified-ad: ΠΩΛΕΙΤΑΙ Audi 100. Τηλ. 418-182. bbox=[1095, 518, 1219, 526]
classified-ad: ΣΤΗΝ Καλλικράτεια. Πωλούνται οικόπεδα. Τηλ. 268-947. bbox=[192, 560, 363, 577]
classified-ad: ΖΗΤΕΙΤΑΙ τεχνίτης ψυκτικός. Τηλ. 530-865. bbox=[558, 336, 715, 345]
classified-ad: ΖΗΤΕΙΤΑΙ μεγάλο ακίνητο για οικοδομή ευκαιρία. Τηλ. 270-534. bbox=[12, 958, 183, 975]
classified-ad: ΠΩΛΕΙΤΑΙ διαμέρισμα 120 μ2 Δήμου Καλαμαριάς. Τηλ. 275-239. bbox=[12, 937, 183, 954]
classified-ad: ΖΗΤΕΙΤΑΙ υπάλληλος γραφείου. Τηλ. 521-811. bbox=[371, 773, 542, 790]
classified-ad: ΖΗΤΕΙΤΑΙ υπάλληλος. Τηλ. 283-201. bbox=[558, 497, 688, 506]
classified-ad: ΖΗΤΟΥΝΤΑΙ πωλήτριες. Τηλ. 266-000. bbox=[737, 300, 874, 309]
classified-ad: ΠΩΛΕΙΤΑΙ σουβλατζίδικο λειτουργικό. Τηλ. 233-061, 914-819. bbox=[371, 201, 542, 219]
classified-ad: ΑΛΛΑΖΩ Toyota Corolla. Τηλ. 274-563. bbox=[1095, 289, 1232, 297]
classified-ad: ΠΩΛΕΙΤΑΙ οικόπεδο 4 στρέμματα Τρίλοφο. Τηλ. 815-611. bbox=[192, 830, 363, 848]
classified-ad: ΔΙΑΜΕΡΙΣΜΑ 140 μ2 επί κεντρικού δρόμου, αγ. Φλεβάρη. Πωλείται κατ' ευκαιρία. Τηλ. 421-186, 919-158, 527-358. bbox=[12, 221, 183, 248]
classified-ad: ΠΩΛΕΙΤΑΙ Fiat 127 μοντέλο 1975. Τηλ. 539-942. bbox=[1087, 169, 1260, 187]
classified-ad: ΠΩΛΕΙΤΑΙ χρυσοχοείο. Τηλ. 914-819. bbox=[379, 221, 512, 230]
classified-ad: ΗΛΕΚΤΡΟΛΟΓΟΣ ζητείται. Τηλ. 523-310. bbox=[558, 564, 705, 572]
classified-ad: ΠΩΛΟΥΝΤΑΙ πλησίον Αναλήψεως διαμερίσματα 2 δωματίων. Τηλ. 228-233. bbox=[12, 681, 183, 699]
classified-ad: ΕΝΟΙΚΙΑΖΕΤΑΙ επιχείρηση. Τηλ. 827-361. bbox=[379, 504, 528, 512]
classified-ad: ΠΛΑΓΙΑ Χαλκιδικής. Πωλούνται τα ραδιοσκοπα οικόπεδα, μονοχρωμα, κοντά στην αντιγραφή με καλή θέα. Τηλ. 232-231-713. bbox=[12, 163, 183, 189]
classified-ad: ΖΗΤΟΥΝΤΑΙ μηχανικοί. Τηλ. 524-118. bbox=[737, 311, 872, 320]
classified-ad: ΟΙΚΟΠΕΔΟ 240 μ2 δυτικής Νέας Χαρτίου. Τηλ. 532-026. bbox=[12, 475, 183, 493]
